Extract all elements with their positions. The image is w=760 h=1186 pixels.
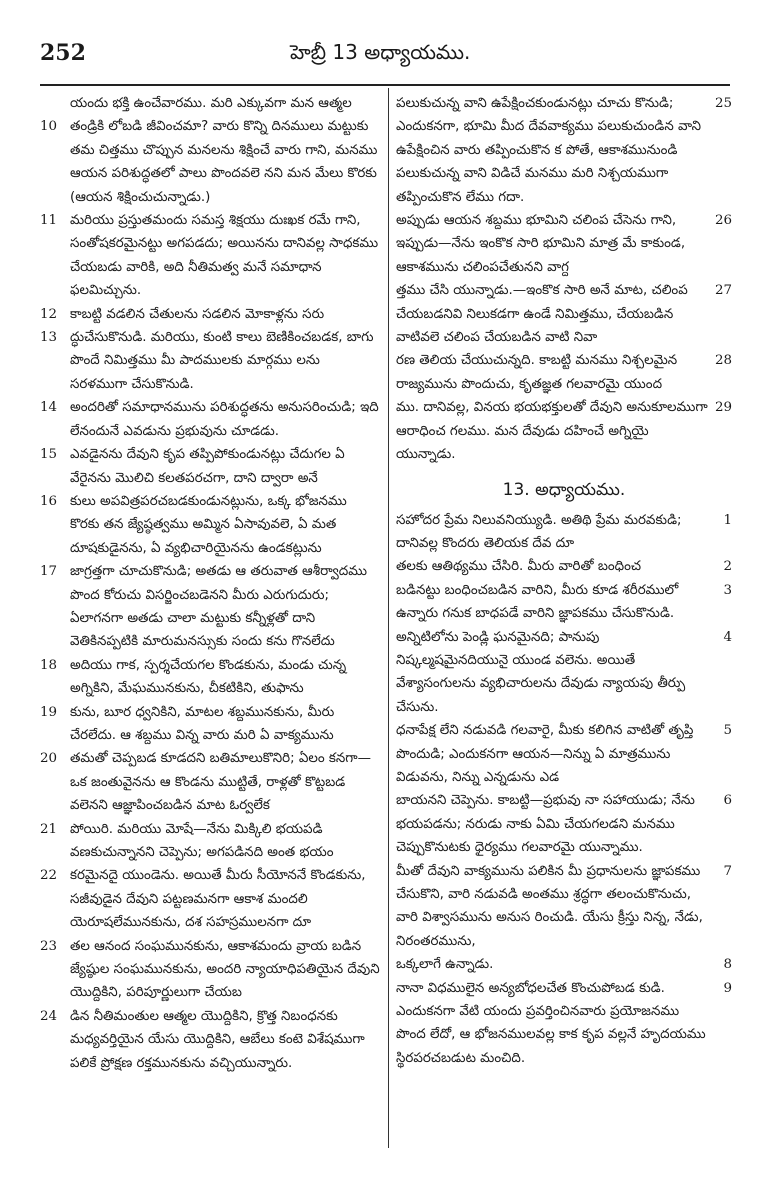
verse-text: తమతో చెప్పబడ కూడదని బతిమాలుకొనిరి; ఏలం కనగా—ఒక జంతువైనను ఆ కొండను ముట్టితే, రాళ్లతో కొట్టబడ వలెనని ఆజ్ఞాపించబడిన మాట ఓర్వలేక bbox=[70, 751, 372, 814]
header-rule bbox=[40, 84, 730, 86]
verse bbox=[40, 443, 380, 490]
verse bbox=[40, 1005, 380, 1075]
verse-number: 23 bbox=[40, 938, 58, 954]
verse-number: 27 bbox=[714, 283, 732, 299]
verse bbox=[396, 279, 732, 349]
verse-text: యందు భక్తి ఉంచేవారము. మరి ఎక్కువగా మన ఆత్మల bbox=[70, 96, 352, 111]
verse bbox=[396, 977, 732, 1071]
verse bbox=[40, 115, 380, 209]
verse bbox=[40, 818, 380, 865]
verse-number: 29 bbox=[714, 400, 732, 416]
verse bbox=[396, 396, 732, 466]
verse bbox=[396, 92, 732, 209]
verse bbox=[396, 555, 732, 578]
verse bbox=[396, 719, 732, 789]
verse-text: త్తము చేసి యున్నాడు.—ఇంకొక సారి అనే మాట, చలింప చేయబడనివి నిలుకడగా ఉండే నిమిత్తము, చేయబడిన వాటివలె చలింప చేయబడిన వాటి నివా bbox=[396, 283, 688, 346]
verse-text: ము. దానివల్ల, వినయ భయభక్తులతో దేవుని అనుకూలముగా ఆరాధించ గలము. మన దేవుడు దహించే అగ్నియై యున్నాడు. bbox=[396, 400, 708, 463]
verse-number: 6 bbox=[723, 793, 732, 809]
verse-text: అప్పుడు ఆయన శబ్దము భూమిని చలింప చేసెను గాని, ఇప్పుడు—నేను ఇంకొక సారి భూమిని మాత్ర మే కాకుండ, ఆకాశమును చలింపచేతునని వాగ్ద bbox=[396, 213, 686, 275]
right-column-bottom bbox=[396, 509, 732, 1071]
verse-number: 22 bbox=[40, 868, 58, 884]
verse-text: మీతో దేవుని వాక్యమును పలికిన మీ ప్రధానులను జ్ఞాపకము చేసుకొని, వారి నడువడి అంతము శ్రద్ధగా తలంచుకొనుచు, వారి విశ్వాసమును అనుస రించుడి. యేసు క్రీస్తు నిన్న, నేడు, నిరంతరమును, bbox=[396, 863, 703, 949]
verse bbox=[40, 209, 380, 303]
verse bbox=[396, 349, 732, 396]
running-head: హెబ్రీ 13 అధ్యాయము. bbox=[290, 40, 471, 64]
verse-text: సహోదర ప్రేమ నిలువనియ్యుడి. అతిథి ప్రేమ మరవకుడి; దానివల్ల కొందరు తెలియక దేవ దూ bbox=[396, 512, 682, 551]
verse-number: 4 bbox=[723, 629, 732, 645]
page-number: 252 bbox=[40, 40, 86, 66]
verse-number: 5 bbox=[723, 723, 732, 739]
verse-number: 28 bbox=[714, 353, 732, 369]
verse-text: కును, బూర ధ్వనికిని, మాటల శబ్దమునకును, మీరు చేరలేదు. ఆ శబ్దము విన్న వారు మరి ఏ వాక్యమును bbox=[70, 704, 335, 743]
verse-text: ధనాపేక్ష లేని నడువడి గలవారై, మీకు కలిగిన వాటితో తృప్తి పొందుడి; ఎందుకనగా ఆయన—నిన్ను ఏ మాత్రమును విడువను, నిన్ను ఎన్నడును ఎడ bbox=[396, 723, 694, 785]
verse-text: కులు అపవిత్రపరచబడకుండునట్లును, ఒక్క భోజనము కొరకు తన జ్యేష్ఠత్వము అమ్మిన ఏసావువలె, ఏ మత దూషకుడైనను, ఏ వ్యభిచారియైనను ఉండకట్లును bbox=[70, 493, 347, 556]
verse-text: నానా విధములైన అన్యబోధలచేత కొంచుపోబడ కుడి. ఎందుకనగా వేటి యందు ప్రవర్తించినవారు ప్రయోజనము పొంద లేదో, ఆ భోజనములవల్ల కాక కృప వల్లనే హృదయము స్థిరపరచబడుట మంచిది. bbox=[396, 980, 706, 1066]
verse-text: జాగ్రత్తగా చూచుకొనుడి; అతడు ఆ తరువాత ఆశీర్వాదము పొంద కోరుచు విసర్జించబడెనని మీరు ఎరుగుదురు; ఏలాగనగా అతడు చాలా మట్టుకు కన్నీళ్లతో దాని వెతికినప్పటికి మారుమనస్సుకు సందు కను గొనలేదు bbox=[70, 564, 368, 650]
verse-text: అదియు గాక, స్పర్శచేయగల కొండకును, మండు చున్న అగ్నికిని, మేఘమునకును, చీకటికిని, తుఫాను bbox=[70, 657, 347, 697]
verse-text: ద్ధుచేసుకొనుడి. మరియు, కుంటి కాలు బెణికించబడక, బాగు పొందే నిమిత్తము మీ పాదములకు మార్గము లను సరళముగా చేసుకొనుడి. bbox=[70, 330, 374, 392]
verse-number: 25 bbox=[714, 96, 732, 111]
verse-number: 26 bbox=[714, 213, 732, 229]
verse bbox=[396, 509, 732, 556]
page-header bbox=[40, 34, 728, 74]
verse-number: 3 bbox=[723, 582, 732, 598]
verse-text: డిన నీతిమంతుల ఆత్మల యొద్దికిని, క్రొత్త నిబంధనకు మధ్యవర్తియైన యేసు యొద్దికిని, ఆబేలు కంటె విశేషముగా పలికే ప్రోక్షణ రక్తమునకును వచ్చియున్నారు. bbox=[70, 1008, 365, 1071]
verse bbox=[40, 864, 380, 934]
verse bbox=[40, 654, 380, 701]
verse-number: 9 bbox=[723, 980, 732, 996]
verse-text: కాబట్టి వడలిన చేతులను సడలిన మోకాళ్లను సరు bbox=[70, 306, 325, 322]
right-column bbox=[396, 92, 732, 1070]
verse bbox=[40, 303, 380, 326]
verse bbox=[40, 326, 380, 396]
verse-text: మరియు ప్రస్తుతమందు సమస్త శిక్షయు దుఃఖక రమే గాని, సంతోషకరమైనట్టు అగపడదు; అయినను దానివల్ల సాధకము చేయబడు వారికి, అది నీతిమత్వ మనే సమాధాన ఫలమిచ్చును. bbox=[70, 213, 379, 299]
verse-number: 12 bbox=[40, 306, 58, 322]
verse-number: 18 bbox=[40, 657, 58, 673]
verse-text: కరమైనదై యుండెను. అయితే మీరు సీయోననే కొండకును, సజీవుడైన దేవుని పట్టణమనగా ఆకాశ మందలి యెరూషలేమునకును, దశ సహస్రములనగా దూ bbox=[70, 868, 366, 931]
verse-number: 14 bbox=[40, 400, 58, 416]
column-divider bbox=[388, 88, 389, 1148]
verse bbox=[396, 860, 732, 954]
verse-text: అందరితో సమాధానమును పరిశుద్ధతను అనుసరించుడి; ఇది లేనందునే ఎవడును ప్రభువును చూడడు. bbox=[70, 400, 379, 439]
verse-number: 24 bbox=[40, 1008, 58, 1024]
verse-text: తల ఆనంద సంఘమునకును, ఆకాశమందు వ్రాయ బడిన జ్యేష్ఠుల సంఘమునకును, అందరి న్యాయాధిపతియైన దేవుని యొద్దికిని, పరిపూర్ణులుగా చేయబ bbox=[70, 938, 380, 1001]
verse-number: 7 bbox=[723, 863, 732, 879]
verse-text: పోయిరి. మరియు మోషే—నేను మిక్కిలి భయపడి వణకుచున్నానని చెప్పెను; అగపడినది అంత భయం bbox=[70, 821, 334, 860]
verse bbox=[40, 92, 380, 115]
verse bbox=[396, 626, 732, 720]
verse-text: పలుకుచున్న వాని ఉపేక్షించకుండునట్లు చూచు కొనుడి; ఎందుకనగా, భూమి మీద దేవవాక్యము పలుకుచుండిన వాని ఉపేక్షించిన వారు తప్పించుకొన క పోతే, ఆకాశమునుండి పలుకుచున్న వాని విడిచే మనము మరి నిశ్చయముగా తప్పించుకొన లేము గదా. bbox=[396, 96, 702, 205]
verse-text: అన్నిటిలోను పెండ్లి ఘనమైనది; పానుపు నిష్కల్మషమైనదియునై యుండ వలెను. అయితే వేశ్యాసంగులను వ్యభిచారులను దేవుడు న్యాయపు తీర్పు చేసును. bbox=[396, 629, 686, 715]
verse-number: 21 bbox=[40, 821, 58, 837]
right-column-top bbox=[396, 92, 732, 467]
verse bbox=[40, 396, 380, 443]
verse-number: 16 bbox=[40, 493, 58, 509]
left-column bbox=[40, 92, 380, 1075]
verse-text: ఎవడైనను దేవుని కృప తప్పిపోకుండునట్లు చేదుగల ఏ వేరైనను మొలిచి కలతపరచగా, దాని ద్వారా అనే bbox=[70, 447, 345, 486]
verse-number: 13 bbox=[40, 330, 58, 346]
verse-number: 19 bbox=[40, 704, 58, 720]
verse bbox=[396, 209, 732, 279]
verse bbox=[40, 560, 380, 654]
verse-text: ఒక్కలాగే ఉన్నాడు. bbox=[396, 957, 494, 973]
verse-number: 2 bbox=[723, 559, 732, 575]
verse-text: తలకు ఆతిథ్యము చేసిరి. మీరు వారితో బంధించ bbox=[396, 559, 642, 575]
verse bbox=[40, 490, 380, 560]
verse bbox=[396, 789, 732, 859]
verse-number: 20 bbox=[40, 751, 58, 767]
verse-text: రణ తెలియ చేయుచున్నది. కాబట్టి మనము నిశ్చలమైన రాజ్యమును పొందుచు, కృతజ్ఞత గలవారమై యుంద bbox=[396, 353, 678, 392]
verse bbox=[396, 953, 732, 976]
verse-number: 1 bbox=[723, 512, 732, 528]
verse-number: 15 bbox=[40, 447, 58, 463]
verse-text: బడినట్టు బంధించబడిన వారిని, మీరు కూడ శరీరములో ఉన్నారు గనుక బాధపడే వారిని జ్ఞాపకము చేసుకొనుడి. bbox=[396, 582, 679, 622]
verse-text: బాయనని చెప్పెను. కాబట్టి—ప్రభువు నా సహాయుడు; నేను భయపడను; నరుడు నాకు ఏమి చేయగలడని మనము చెప్పుకొనుటకు ధైర్యము గలవారమై యున్నాము. bbox=[396, 793, 695, 856]
verse-number: 11 bbox=[40, 213, 58, 229]
verse bbox=[396, 579, 732, 626]
verse bbox=[40, 701, 380, 748]
verse-text: తండ్రికి లోబడి జీవించమా? వారు కొన్ని దినములు మట్టుకు తమ చిత్తము చొప్పున మనలను శిక్షించే వారు గాని, మనము ఆయన పరిశుద్ధతలో పాలు పొందవలె నని మన మేలు కొరకు (ఆయన శిక్షించుచున్నాడు.) bbox=[70, 119, 378, 205]
verse bbox=[40, 747, 380, 817]
verse-number: 10 bbox=[40, 119, 58, 135]
chapter-heading: 13. అధ్యాయము. bbox=[502, 479, 626, 500]
verse-number: 8 bbox=[723, 957, 732, 973]
verse bbox=[40, 935, 380, 1005]
verse-number: 17 bbox=[40, 564, 58, 580]
